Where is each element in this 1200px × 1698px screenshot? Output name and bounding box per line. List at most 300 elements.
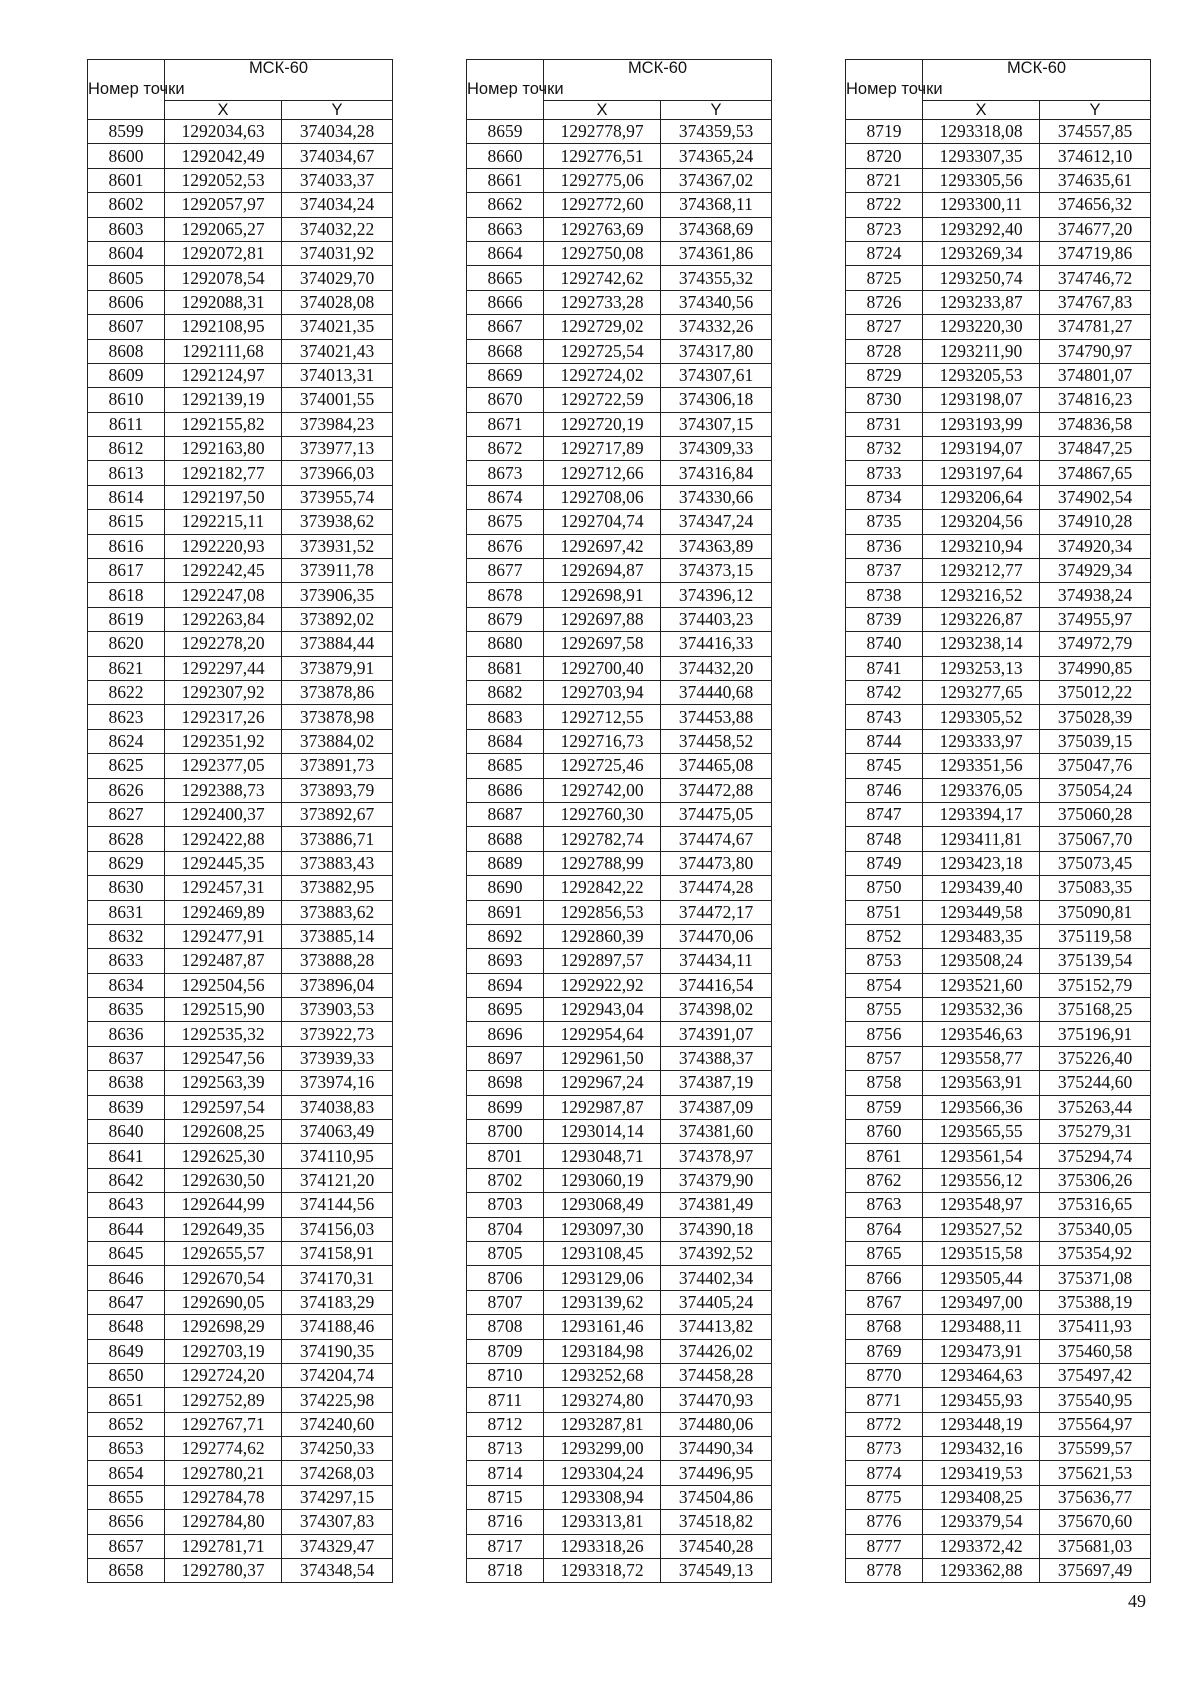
y-coordinate-cell: 373878,98 (282, 705, 393, 729)
y-coordinate-cell: 374398,02 (661, 998, 772, 1022)
x-coordinate-cell: 1293233,87 (923, 290, 1040, 314)
x-coordinate-cell: 1293408,25 (923, 1485, 1040, 1509)
y-coordinate-cell: 374250,33 (282, 1437, 393, 1461)
table-row (88, 924, 393, 948)
x-coordinate-cell: 1292943,04 (544, 998, 661, 1022)
point-number-cell: 8696 (467, 1022, 544, 1046)
point-number-cell: 8645 (88, 1241, 165, 1265)
y-coordinate-cell: 374972,79 (1040, 632, 1151, 656)
point-number-cell: 8644 (88, 1217, 165, 1241)
x-coordinate-cell: 1293439,40 (923, 876, 1040, 900)
x-coordinate-cell: 1293205,53 (923, 363, 1040, 387)
x-coordinate-cell: 1293563,91 (923, 1071, 1040, 1095)
table-row (846, 485, 1151, 509)
y-coordinate-cell: 375497,42 (1040, 1363, 1151, 1387)
x-coordinate-cell: 1293546,63 (923, 1022, 1040, 1046)
point-number-cell: 8628 (88, 827, 165, 851)
x-coordinate-cell: 1293292,40 (923, 217, 1040, 241)
y-coordinate-cell: 374031,92 (282, 241, 393, 265)
x-column-header: X (923, 101, 1040, 120)
coordinate-system-header: МСК-60 (544, 60, 772, 101)
point-number-cell: 8623 (88, 705, 165, 729)
y-coordinate-cell: 373955,74 (282, 485, 393, 509)
x-coordinate-cell: 1292457,31 (165, 876, 282, 900)
table-row (467, 924, 772, 948)
x-coordinate-cell: 1292697,58 (544, 632, 661, 656)
table-row (88, 1241, 393, 1265)
x-coordinate-cell: 1292778,97 (544, 120, 661, 144)
coordinate-table-1 (87, 59, 393, 1583)
table-row (467, 1388, 772, 1412)
point-number-cell: 8649 (88, 1339, 165, 1363)
x-coordinate-cell: 1293313,81 (544, 1510, 661, 1534)
y-coordinate-cell: 375621,53 (1040, 1461, 1151, 1485)
x-coordinate-cell: 1292487,87 (165, 949, 282, 973)
point-number-cell: 8642 (88, 1168, 165, 1192)
point-number-cell: 8746 (846, 778, 923, 802)
table-row (846, 705, 1151, 729)
x-coordinate-cell: 1292042,49 (165, 144, 282, 168)
x-coordinate-cell: 1292961,50 (544, 1046, 661, 1070)
x-coordinate-cell: 1292774,62 (165, 1437, 282, 1461)
y-coordinate-cell: 374836,58 (1040, 412, 1151, 436)
point-number-cell: 8744 (846, 729, 923, 753)
table-row (846, 973, 1151, 997)
x-coordinate-cell: 1292698,29 (165, 1315, 282, 1339)
y-coordinate-cell: 374475,05 (661, 802, 772, 826)
point-number-cell: 8616 (88, 534, 165, 558)
y-coordinate-cell: 373939,33 (282, 1046, 393, 1070)
point-number-cell: 8753 (846, 949, 923, 973)
point-number-cell: 8625 (88, 754, 165, 778)
y-coordinate-cell: 374361,86 (661, 241, 772, 265)
y-coordinate-cell: 374317,80 (661, 339, 772, 363)
x-coordinate-cell: 1293473,91 (923, 1339, 1040, 1363)
x-coordinate-cell: 1292563,39 (165, 1071, 282, 1095)
y-coordinate-cell: 374955,97 (1040, 607, 1151, 631)
table-row (88, 1388, 393, 1412)
table-row (467, 412, 772, 436)
x-coordinate-cell: 1293351,56 (923, 754, 1040, 778)
table-row (846, 1485, 1151, 1509)
y-coordinate-cell: 375073,45 (1040, 851, 1151, 875)
x-coordinate-cell: 1292630,50 (165, 1168, 282, 1192)
y-coordinate-cell: 374034,24 (282, 193, 393, 217)
table-row (467, 315, 772, 339)
y-coordinate-cell: 373892,67 (282, 802, 393, 826)
coordinate-system-header: МСК-60 (165, 60, 393, 101)
x-coordinate-cell: 1292712,55 (544, 705, 661, 729)
table-row (846, 1437, 1151, 1461)
point-number-cell: 8754 (846, 973, 923, 997)
table-row (88, 388, 393, 412)
x-coordinate-cell: 1293432,16 (923, 1437, 1040, 1461)
y-coordinate-cell: 374240,60 (282, 1412, 393, 1436)
x-coordinate-cell: 1293483,35 (923, 924, 1040, 948)
table-row (88, 1559, 393, 1583)
table-row (846, 1022, 1151, 1046)
y-coordinate-cell: 373966,03 (282, 461, 393, 485)
table-row (846, 1388, 1151, 1412)
point-number-cell: 8669 (467, 363, 544, 387)
x-coordinate-cell: 1292782,74 (544, 827, 661, 851)
table-row (467, 217, 772, 241)
x-coordinate-cell: 1292856,53 (544, 900, 661, 924)
y-coordinate-cell: 374367,02 (661, 168, 772, 192)
table-row (467, 168, 772, 192)
x-coordinate-cell: 1292351,92 (165, 729, 282, 753)
table-row (846, 559, 1151, 583)
point-number-cell: 8654 (88, 1461, 165, 1485)
y-coordinate-cell: 375047,76 (1040, 754, 1151, 778)
point-number-cell: 8694 (467, 973, 544, 997)
point-number-cell: 8713 (467, 1437, 544, 1461)
y-coordinate-cell: 373884,02 (282, 729, 393, 753)
table-row (88, 1363, 393, 1387)
y-coordinate-cell: 375060,28 (1040, 802, 1151, 826)
table-row (467, 778, 772, 802)
table-row (88, 412, 393, 436)
table-row (846, 1315, 1151, 1339)
y-coordinate-cell: 374453,88 (661, 705, 772, 729)
y-coordinate-cell: 375681,03 (1040, 1534, 1151, 1558)
point-number-cell: 8742 (846, 680, 923, 704)
y-coordinate-cell: 373884,44 (282, 632, 393, 656)
table-row (467, 1559, 772, 1583)
x-coordinate-cell: 1293253,13 (923, 656, 1040, 680)
point-number-cell: 8681 (467, 656, 544, 680)
point-number-cell: 8737 (846, 559, 923, 583)
y-coordinate-cell: 374847,25 (1040, 437, 1151, 461)
y-coordinate-cell: 374297,15 (282, 1485, 393, 1509)
point-number-cell: 8712 (467, 1412, 544, 1436)
x-coordinate-cell: 1293139,62 (544, 1290, 661, 1314)
table-row (846, 1144, 1151, 1168)
x-coordinate-cell: 1292388,73 (165, 778, 282, 802)
point-number-cell: 8767 (846, 1290, 923, 1314)
y-coordinate-cell: 375244,60 (1040, 1071, 1151, 1095)
x-coordinate-cell: 1292697,42 (544, 534, 661, 558)
point-number-cell: 8665 (467, 266, 544, 290)
point-number-cell: 8600 (88, 144, 165, 168)
y-coordinate-cell: 374504,86 (661, 1485, 772, 1509)
y-coordinate-cell: 374034,28 (282, 120, 393, 144)
x-coordinate-cell: 1292377,05 (165, 754, 282, 778)
table-row (88, 1290, 393, 1314)
table-row (88, 217, 393, 241)
point-number-cell: 8637 (88, 1046, 165, 1070)
point-number-cell: 8688 (467, 827, 544, 851)
point-number-cell: 8726 (846, 290, 923, 314)
table-row (467, 510, 772, 534)
y-coordinate-cell: 374021,43 (282, 339, 393, 363)
y-coordinate-cell: 374029,70 (282, 266, 393, 290)
x-coordinate-cell: 1293220,30 (923, 315, 1040, 339)
point-number-cell: 8640 (88, 1120, 165, 1144)
table-row (88, 1168, 393, 1192)
x-coordinate-cell: 1293204,56 (923, 510, 1040, 534)
y-coordinate-cell: 374390,18 (661, 1217, 772, 1241)
point-number-cell: 8622 (88, 680, 165, 704)
table-row (467, 1071, 772, 1095)
x-coordinate-cell: 1292625,30 (165, 1144, 282, 1168)
x-coordinate-cell: 1293449,58 (923, 900, 1040, 924)
y-coordinate-cell: 374474,67 (661, 827, 772, 851)
y-coordinate-cell: 374656,32 (1040, 193, 1151, 217)
x-coordinate-cell: 1293566,36 (923, 1095, 1040, 1119)
x-coordinate-cell: 1292535,32 (165, 1022, 282, 1046)
point-number-cell: 8656 (88, 1510, 165, 1534)
x-coordinate-cell: 1293211,90 (923, 339, 1040, 363)
x-coordinate-cell: 1292247,08 (165, 583, 282, 607)
table-row (467, 339, 772, 363)
point-number-cell: 8738 (846, 583, 923, 607)
point-number-cell: 8720 (846, 144, 923, 168)
table-row (846, 729, 1151, 753)
point-number-cell: 8756 (846, 1022, 923, 1046)
x-coordinate-cell: 1292608,25 (165, 1120, 282, 1144)
point-number-cell: 8750 (846, 876, 923, 900)
table-row (88, 1095, 393, 1119)
point-number-cell: 8709 (467, 1339, 544, 1363)
x-coordinate-cell: 1292724,20 (165, 1363, 282, 1387)
y-coordinate-cell: 374392,52 (661, 1241, 772, 1265)
table-row (846, 632, 1151, 656)
x-coordinate-cell: 1293300,11 (923, 193, 1040, 217)
x-coordinate-cell: 1293318,08 (923, 120, 1040, 144)
table-row (846, 1363, 1151, 1387)
y-coordinate-cell: 375012,22 (1040, 680, 1151, 704)
x-coordinate-cell: 1293558,77 (923, 1046, 1040, 1070)
y-coordinate-cell: 373892,02 (282, 607, 393, 631)
point-number-cell: 8762 (846, 1168, 923, 1192)
point-number-cell: 8704 (467, 1217, 544, 1241)
point-number-cell: 8734 (846, 485, 923, 509)
x-coordinate-cell: 1292690,05 (165, 1290, 282, 1314)
point-number-cell: 8715 (467, 1485, 544, 1509)
x-coordinate-cell: 1292788,99 (544, 851, 661, 875)
table-row (88, 754, 393, 778)
point-number-cell: 8765 (846, 1241, 923, 1265)
table-row (846, 1534, 1151, 1558)
x-coordinate-cell: 1292708,06 (544, 485, 661, 509)
table-row (467, 1485, 772, 1509)
coordinate-table-2 (466, 59, 772, 1583)
x-coordinate-cell: 1292780,37 (165, 1559, 282, 1583)
y-coordinate-cell: 373886,71 (282, 827, 393, 851)
table-row (467, 266, 772, 290)
point-number-cell: 8764 (846, 1217, 923, 1241)
x-coordinate-cell: 1292547,56 (165, 1046, 282, 1070)
table-row (846, 1168, 1151, 1192)
y-coordinate-cell: 374347,24 (661, 510, 772, 534)
point-number-cell: 8627 (88, 802, 165, 826)
y-coordinate-cell: 374332,26 (661, 315, 772, 339)
x-coordinate-cell: 1292263,84 (165, 607, 282, 631)
x-coordinate-cell: 1292784,78 (165, 1485, 282, 1509)
x-coordinate-cell: 1293532,36 (923, 998, 1040, 1022)
x-coordinate-cell: 1293287,81 (544, 1412, 661, 1436)
table-row (88, 1120, 393, 1144)
point-number-cell: 8725 (846, 266, 923, 290)
y-coordinate-cell: 374391,07 (661, 1022, 772, 1046)
y-coordinate-cell: 373882,95 (282, 876, 393, 900)
y-coordinate-cell: 373883,62 (282, 900, 393, 924)
point-number-cell: 8771 (846, 1388, 923, 1412)
x-coordinate-cell: 1292694,87 (544, 559, 661, 583)
x-coordinate-cell: 1292597,54 (165, 1095, 282, 1119)
y-coordinate-cell: 374021,35 (282, 315, 393, 339)
x-coordinate-cell: 1293488,11 (923, 1315, 1040, 1339)
y-coordinate-cell: 374816,23 (1040, 388, 1151, 412)
point-number-cell: 8621 (88, 656, 165, 680)
x-coordinate-cell: 1292078,54 (165, 266, 282, 290)
y-coordinate-cell: 375226,40 (1040, 1046, 1151, 1070)
point-number-cell: 8735 (846, 510, 923, 534)
point-number-cell: 8657 (88, 1534, 165, 1558)
y-coordinate-cell: 374405,24 (661, 1290, 772, 1314)
table-row (88, 1534, 393, 1558)
y-coordinate-cell: 374381,60 (661, 1120, 772, 1144)
point-number-cell: 8660 (467, 144, 544, 168)
y-coordinate-cell: 374635,61 (1040, 168, 1151, 192)
x-coordinate-cell: 1292772,60 (544, 193, 661, 217)
table-row (467, 1290, 772, 1314)
table-row (846, 1193, 1151, 1217)
y-coordinate-cell: 374920,34 (1040, 534, 1151, 558)
x-coordinate-cell: 1292897,57 (544, 949, 661, 973)
y-coordinate-cell: 373885,14 (282, 924, 393, 948)
y-column-header: Y (282, 101, 393, 120)
table-row (467, 998, 772, 1022)
table-row (88, 973, 393, 997)
point-number-cell: 8664 (467, 241, 544, 265)
table-row (846, 1046, 1151, 1070)
x-coordinate-cell: 1292139,19 (165, 388, 282, 412)
y-coordinate-cell: 375316,65 (1040, 1193, 1151, 1217)
table-row (467, 802, 772, 826)
point-number-cell: 8700 (467, 1120, 544, 1144)
point-number-cell: 8651 (88, 1388, 165, 1412)
x-coordinate-cell: 1293548,97 (923, 1193, 1040, 1217)
y-coordinate-cell: 374496,95 (661, 1461, 772, 1485)
point-number-cell: 8611 (88, 412, 165, 436)
y-coordinate-cell: 374363,89 (661, 534, 772, 558)
x-coordinate-cell: 1292717,89 (544, 437, 661, 461)
table-row (846, 656, 1151, 680)
table-row (88, 266, 393, 290)
x-coordinate-cell: 1293379,54 (923, 1510, 1040, 1534)
point-number-cell: 8776 (846, 1510, 923, 1534)
y-coordinate-cell: 374416,33 (661, 632, 772, 656)
point-number-cell: 8772 (846, 1412, 923, 1436)
table-row (467, 193, 772, 217)
x-coordinate-cell: 1292724,02 (544, 363, 661, 387)
y-coordinate-cell: 374472,17 (661, 900, 772, 924)
point-number-cell: 8601 (88, 168, 165, 192)
y-coordinate-cell: 374316,84 (661, 461, 772, 485)
point-number-cell: 8667 (467, 315, 544, 339)
y-coordinate-cell: 374387,19 (661, 1071, 772, 1095)
y-coordinate-cell: 374396,12 (661, 583, 772, 607)
y-coordinate-cell: 375636,77 (1040, 1485, 1151, 1509)
y-coordinate-cell: 374170,31 (282, 1266, 393, 1290)
point-number-cell: 8661 (467, 168, 544, 192)
y-coordinate-cell: 373977,13 (282, 437, 393, 461)
point-number-cell: 8613 (88, 461, 165, 485)
y-coordinate-cell: 374033,37 (282, 168, 393, 192)
x-coordinate-cell: 1293455,93 (923, 1388, 1040, 1412)
table-row (846, 998, 1151, 1022)
table-row (467, 1412, 772, 1436)
table-row (846, 1339, 1151, 1363)
table-row (88, 1437, 393, 1461)
table-row (88, 437, 393, 461)
point-number-cell: 8705 (467, 1241, 544, 1265)
y-coordinate-cell: 374001,55 (282, 388, 393, 412)
table-row (88, 1266, 393, 1290)
x-coordinate-cell: 1293464,63 (923, 1363, 1040, 1387)
table-row (88, 1144, 393, 1168)
table-row (88, 656, 393, 680)
x-coordinate-cell: 1292057,97 (165, 193, 282, 217)
point-number-cell: 8778 (846, 1559, 923, 1583)
point-number-cell: 8763 (846, 1193, 923, 1217)
point-number-cell: 8620 (88, 632, 165, 656)
y-coordinate-cell: 374188,46 (282, 1315, 393, 1339)
table-row (846, 1461, 1151, 1485)
table-row (467, 1461, 772, 1485)
point-number-cell: 8670 (467, 388, 544, 412)
table-row (88, 705, 393, 729)
y-coordinate-cell: 374340,56 (661, 290, 772, 314)
table-row (467, 656, 772, 680)
table-row (467, 1193, 772, 1217)
table-row (846, 412, 1151, 436)
point-number-cell: 8641 (88, 1144, 165, 1168)
x-coordinate-cell: 1293561,54 (923, 1144, 1040, 1168)
x-coordinate-cell: 1292317,26 (165, 705, 282, 729)
x-coordinate-cell: 1293129,06 (544, 1266, 661, 1290)
table-row (88, 1485, 393, 1509)
x-coordinate-cell: 1293197,64 (923, 461, 1040, 485)
table-row (467, 632, 772, 656)
x-coordinate-cell: 1293210,94 (923, 534, 1040, 558)
table-row (88, 1071, 393, 1095)
table-row (846, 388, 1151, 412)
x-coordinate-cell: 1292422,88 (165, 827, 282, 851)
y-coordinate-cell: 374365,24 (661, 144, 772, 168)
x-coordinate-cell: 1293505,44 (923, 1266, 1040, 1290)
y-coordinate-cell: 374378,97 (661, 1144, 772, 1168)
point-number-cell: 8615 (88, 510, 165, 534)
point-number-cell: 8693 (467, 949, 544, 973)
point-number-cell: 8721 (846, 168, 923, 192)
x-coordinate-cell: 1292034,63 (165, 120, 282, 144)
x-coordinate-cell: 1292278,20 (165, 632, 282, 656)
table-row (846, 193, 1151, 217)
y-coordinate-cell: 373888,28 (282, 949, 393, 973)
x-coordinate-cell: 1292703,94 (544, 680, 661, 704)
table-row (88, 1217, 393, 1241)
table-row (846, 217, 1151, 241)
y-coordinate-cell: 373974,16 (282, 1071, 393, 1095)
point-number-cell: 8758 (846, 1071, 923, 1095)
y-coordinate-cell: 374490,34 (661, 1437, 772, 1461)
x-coordinate-cell: 1293198,07 (923, 388, 1040, 412)
x-coordinate-cell: 1293376,05 (923, 778, 1040, 802)
point-number-cell: 8662 (467, 193, 544, 217)
